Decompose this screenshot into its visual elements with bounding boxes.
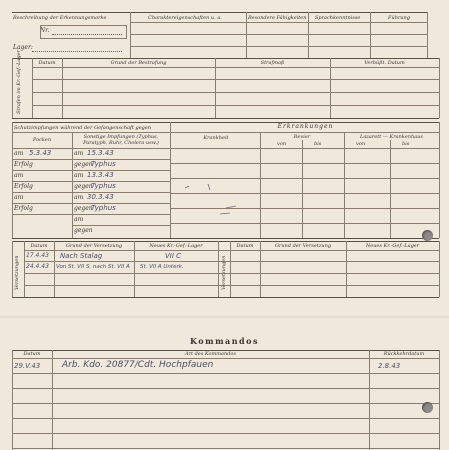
impf-left-label: am	[14, 194, 24, 201]
impf-right-label: am	[74, 216, 84, 223]
revier-von: von	[277, 141, 287, 147]
kdo-header-art: Art des Kommandos	[185, 351, 236, 357]
lazarett-von: von	[356, 141, 366, 147]
impf-right-value: 15.3.43	[87, 149, 114, 157]
lager-label: Lager:	[13, 44, 33, 51]
header-fuehrung: Führung	[388, 15, 410, 21]
kdo-art: Arb. Kdo. 20877/Cdt. Hochpfauen	[62, 360, 214, 370]
impf-left-label: Erfolg	[14, 205, 33, 212]
punch-hole	[422, 402, 433, 413]
vers-grund: Von St. VII S. nach St. VII A	[56, 264, 130, 270]
nr-label: Nr.	[40, 27, 50, 34]
kommandos-title: Kommandos	[190, 336, 259, 346]
impf-right-value: 13.3.43	[87, 171, 114, 179]
versetzungen-side-label-right: Versetzungen	[221, 255, 227, 290]
kdo-datum: 29.V.43	[14, 362, 41, 370]
header-charaktereigenschaften: Charaktereigenschaften u. a.	[148, 15, 222, 21]
impf-right-value: Typhus	[91, 204, 116, 212]
erkrankungen-title: Erkrankungen	[277, 123, 334, 130]
header-sprachkenntnisse: Sprachkenntnisse	[315, 15, 361, 21]
header-faehigkeiten: Besondere Fähigkeiten	[248, 15, 307, 21]
punch-hole	[422, 230, 433, 241]
impf-right-label: gegen	[74, 227, 93, 234]
kdo-rueckkehr: 2.8.43	[378, 362, 401, 370]
impf-right-label: gegen	[74, 183, 93, 190]
strafen-side-label: Strafen im Kr.-Gef.-Lager	[16, 50, 22, 114]
erk-col-krankheit: Krankheit	[203, 135, 229, 141]
vers-header-lager: Neues Kr.-Gef.-Lager	[149, 243, 203, 249]
strafen-header-verbuesst: Verbüßt. Datum	[364, 60, 405, 66]
vers-header-lager-2: Neues Kr.-Gef.-Lager	[365, 243, 420, 249]
kdo-header-rueckkehr: Rückkehrdatum	[383, 351, 425, 357]
vers-lager: VII C	[165, 252, 182, 260]
vers-datum: 24.4.43	[26, 263, 49, 270]
vers-grund: Nach Stalag	[60, 252, 103, 260]
impf-right-value: Typhus	[91, 182, 116, 190]
vers-header-datum: Datum	[30, 243, 48, 249]
impf-right-label: am	[74, 150, 84, 157]
revier-bis: bis	[314, 141, 322, 147]
vers-header-grund-2: Grund der Versetzung	[274, 243, 332, 249]
impfungen-title: Schutzimpfungen während der Gefangenschaft gegen	[14, 125, 152, 131]
impf-right-label: am	[74, 194, 84, 201]
impf-left-value: 5.3.43	[29, 149, 52, 157]
lazarett-bis: bis	[402, 141, 410, 147]
nr-box	[40, 25, 127, 39]
erk-col-revier: Revier	[293, 134, 311, 140]
strafen-header-grund: Grund der Bestrafung	[110, 60, 167, 66]
vers-header-datum-2: Datum	[236, 243, 254, 249]
impf-col-sonstige: Sonstige Impfungen (Typhus, Paratyph, Ruhr, Cholera usw.)	[83, 134, 159, 146]
impf-right-label: gegen	[74, 205, 93, 212]
vers-lager: St. VII A Unterk.	[140, 264, 184, 270]
impf-right-value: Typhus	[91, 160, 116, 168]
vers-datum: 17.4.43	[26, 252, 49, 259]
impf-col-pocken: Pocken	[32, 137, 52, 143]
impf-right-value: 30.3.43	[87, 193, 114, 201]
header-erkennungsmarke: Beschreibung der Erkennungsmarke	[13, 15, 107, 21]
impf-left-label: am	[14, 150, 24, 157]
vers-header-grund: Grund der Versetzung	[65, 243, 123, 249]
strafen-header-strafmass: Strafmaß	[260, 60, 285, 66]
pencil-marks	[180, 180, 250, 220]
impf-right-label: am	[74, 172, 84, 179]
strafen-header-datum: Datum	[38, 60, 56, 66]
impf-right-label: gegen	[74, 161, 93, 168]
impf-left-label: am	[14, 172, 24, 179]
paper-fold	[0, 316, 449, 318]
erk-col-lazarett: Lazarett — Krankenhaus	[360, 134, 423, 140]
kdo-header-datum: Datum	[23, 351, 41, 357]
versetzungen-side-label-left: Versetzungen	[14, 255, 20, 290]
impf-left-label: Erfolg	[14, 161, 33, 168]
impf-left-label: Erfolg	[14, 183, 33, 190]
